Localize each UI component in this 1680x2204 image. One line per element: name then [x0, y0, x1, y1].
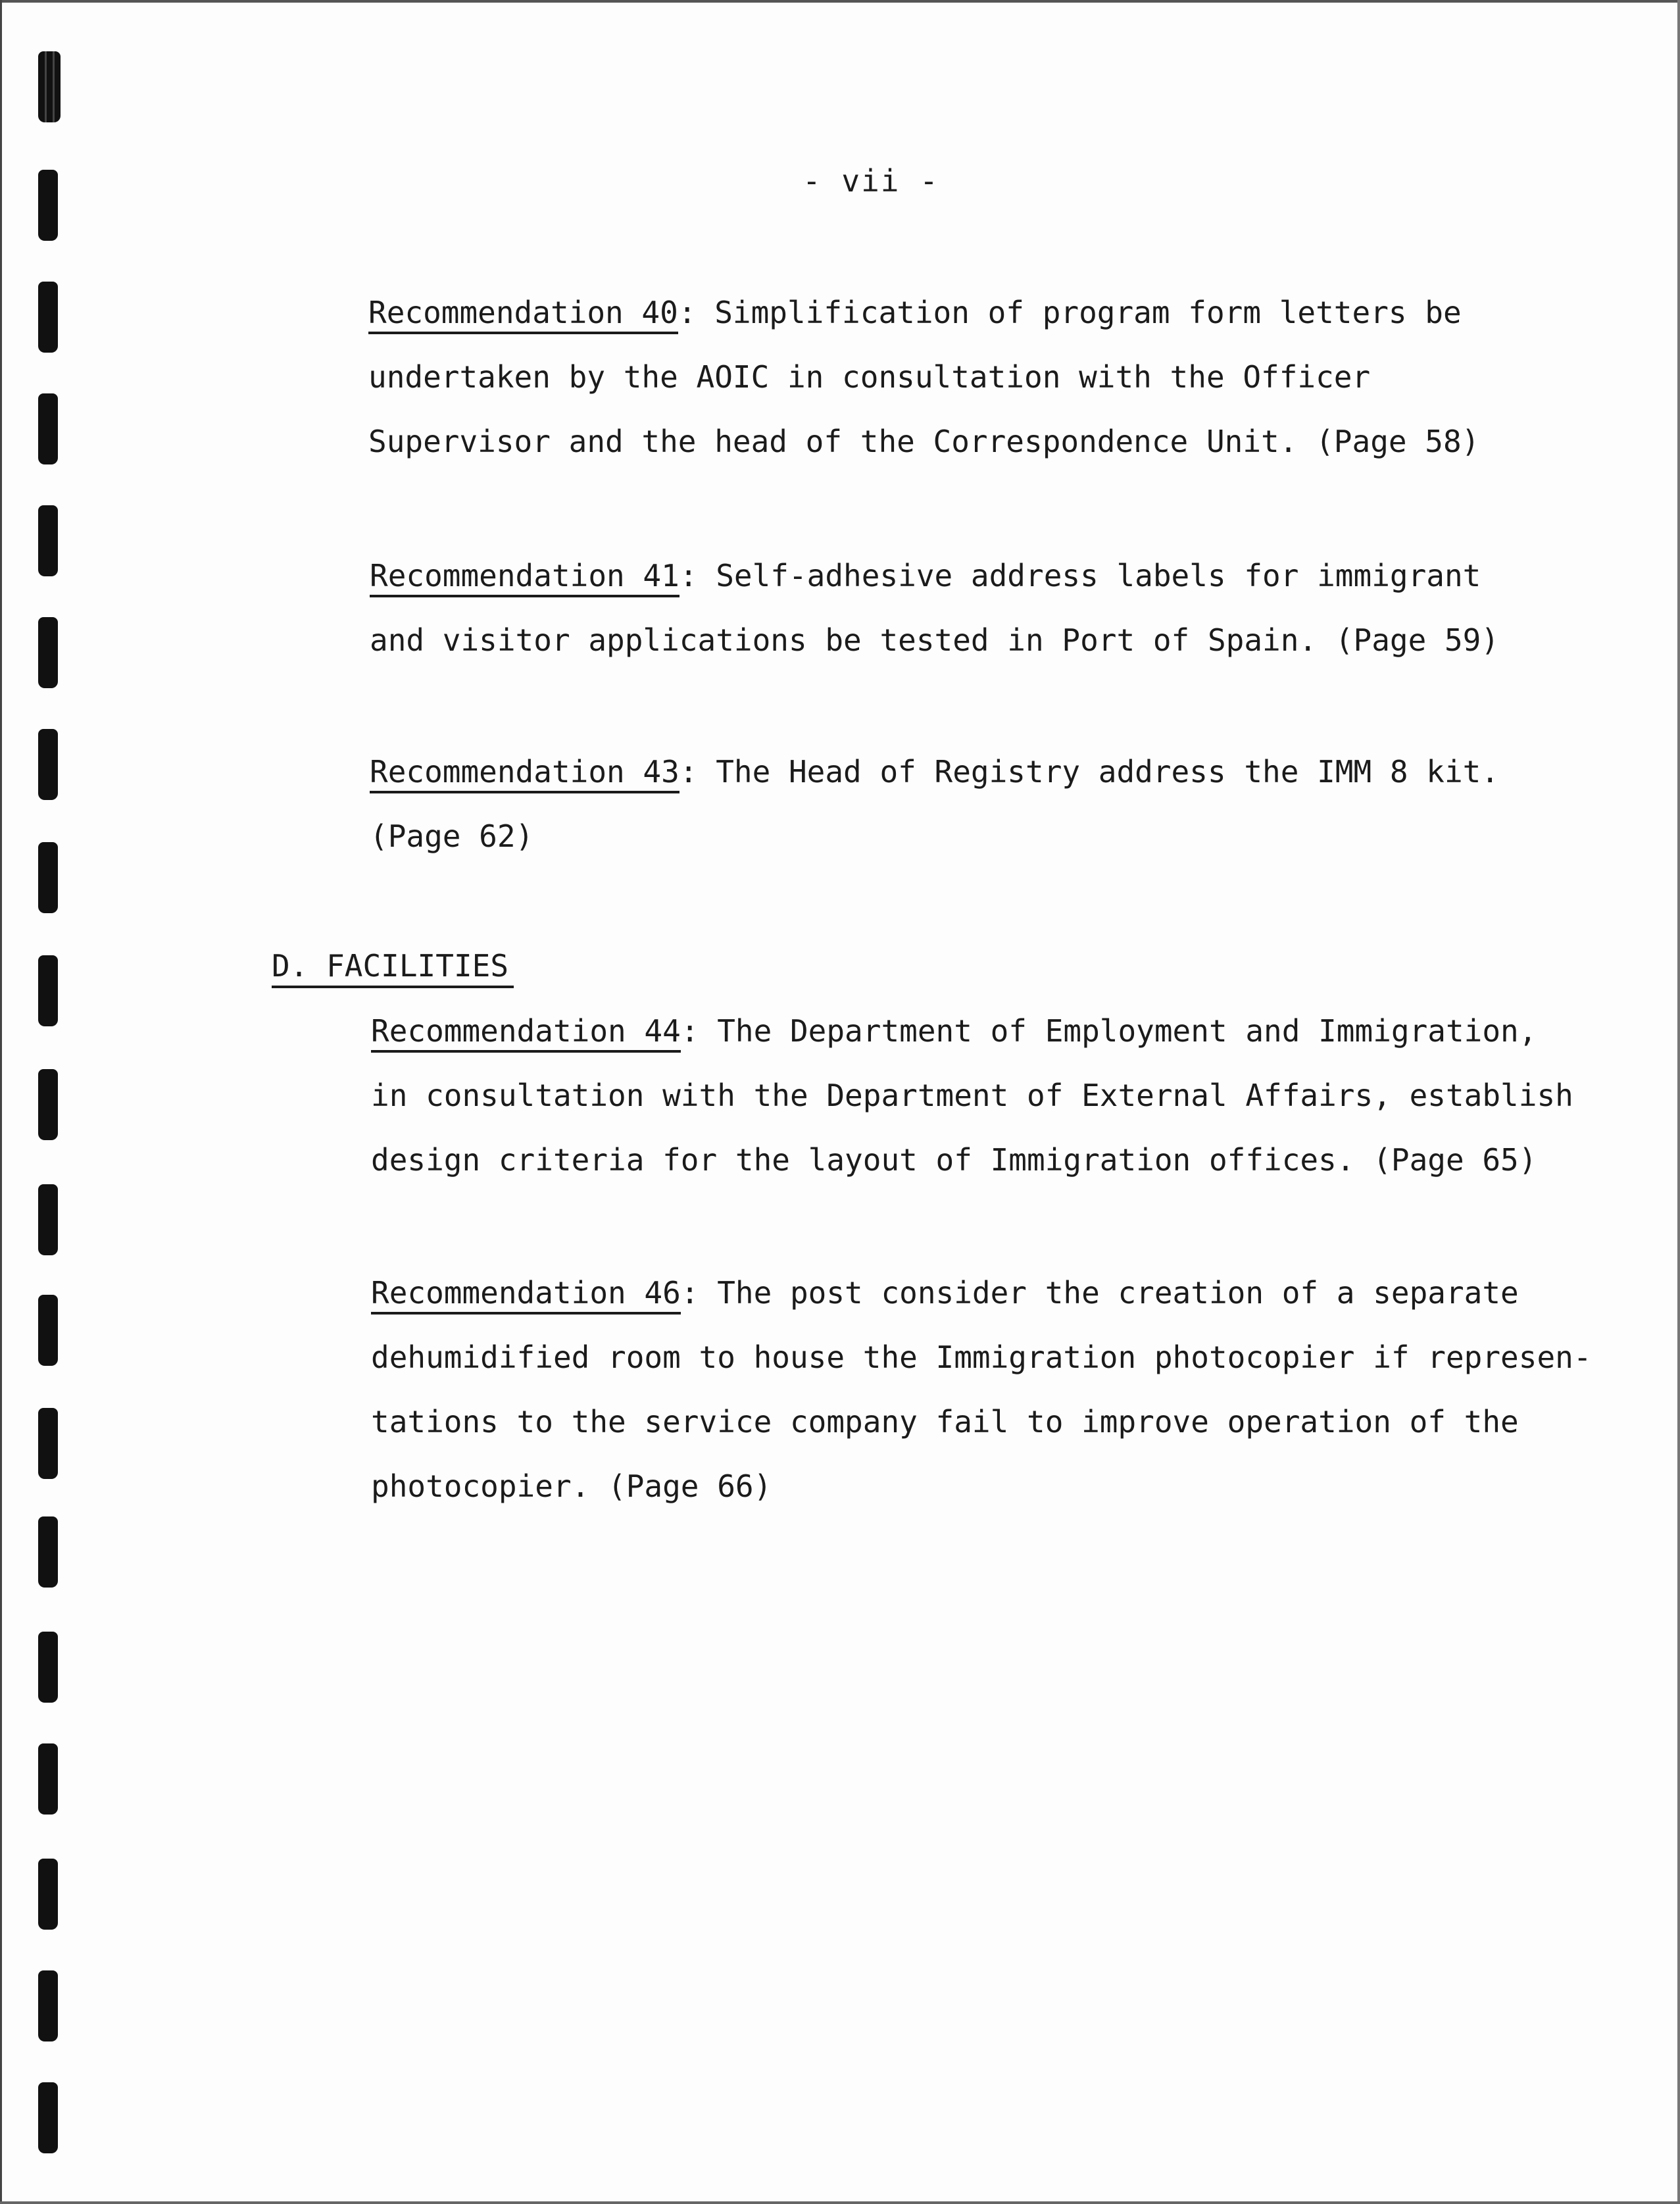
recommendation-text: tations to the service company fail to improve operation of the — [371, 1404, 1519, 1440]
recommendation-first-line — [371, 1261, 1592, 1325]
recommendation-43 — [370, 739, 1499, 868]
recommendation-46 — [371, 1261, 1592, 1518]
binder-hole — [38, 1408, 58, 1479]
recommendation-first-line — [368, 280, 1479, 345]
recommendation-41 — [370, 543, 1499, 672]
binder-hole — [38, 1632, 58, 1703]
recommendation-text: photocopier. (Page 66) — [371, 1468, 772, 1504]
recommendation-40 — [368, 280, 1479, 474]
recommendation-text: undertaken by the AOIC in consultation with the Officer — [368, 359, 1371, 395]
recommendation-text: dehumidified room to house the Immigration photocopier if represen- — [371, 1340, 1592, 1375]
recommendation-label: Recommendation 41 — [370, 558, 679, 597]
recommendation-text: in consultation with the Department of External Affairs, establish — [371, 1078, 1573, 1113]
section-heading: D. FACILITIES — [272, 946, 514, 988]
recommendation-text: (Page 62) — [370, 818, 534, 854]
recommendation-first-line — [370, 543, 1499, 608]
binder-hole — [38, 393, 58, 464]
binder-hole — [38, 51, 61, 122]
binder-hole — [38, 1516, 58, 1588]
recommendation-text: : Self-adhesive address labels for immigrant — [679, 558, 1481, 593]
binder-hole — [38, 1069, 58, 1140]
recommendation-first-line — [371, 999, 1573, 1063]
recommendation-text: : Simplification of program form letters be — [678, 295, 1462, 330]
recommendation-44 — [371, 999, 1573, 1192]
recommendation-label: Recommendation 40 — [368, 295, 678, 334]
binder-hole — [38, 842, 58, 913]
binder-hole — [38, 1295, 58, 1366]
binder-hole — [38, 2082, 58, 2153]
recommendation-text: and visitor applications be tested in Port of Spain. (Page 59) — [370, 622, 1500, 658]
binder-hole — [38, 955, 58, 1026]
recommendation-text: : The post consider the creation of a separate — [680, 1275, 1519, 1311]
recommendation-label: Recommendation 46 — [371, 1275, 681, 1315]
recommendation-text: : The Head of Registry address the IMM 8 kit. — [679, 754, 1500, 789]
binder-hole — [38, 729, 58, 800]
scan-edge-left — [0, 0, 2, 2204]
recommendation-label: Recommendation 43 — [370, 754, 679, 793]
binder-hole — [38, 1859, 58, 1930]
binder-hole — [38, 1970, 58, 2041]
recommendation-text: design criteria for the layout of Immigration offices. (Page 65) — [371, 1142, 1537, 1178]
binder-hole — [38, 505, 58, 576]
binder-hole — [38, 282, 58, 353]
scan-edge-bottom — [0, 2201, 1680, 2204]
page-number: - vii - — [803, 163, 939, 199]
scan-edge-top — [0, 0, 1680, 3]
binder-hole — [38, 617, 58, 688]
binder-hole — [38, 170, 58, 241]
recommendation-text: : The Department of Employment and Immigration, — [680, 1013, 1537, 1049]
binder-hole — [38, 1743, 58, 1815]
scan-edge-right — [1677, 0, 1680, 2204]
recommendation-label: Recommendation 44 — [371, 1013, 681, 1053]
recommendation-first-line — [370, 739, 1499, 804]
recommendation-text: Supervisor and the head of the Correspondence Unit. (Page 58) — [368, 424, 1480, 459]
binder-hole — [38, 1184, 58, 1255]
